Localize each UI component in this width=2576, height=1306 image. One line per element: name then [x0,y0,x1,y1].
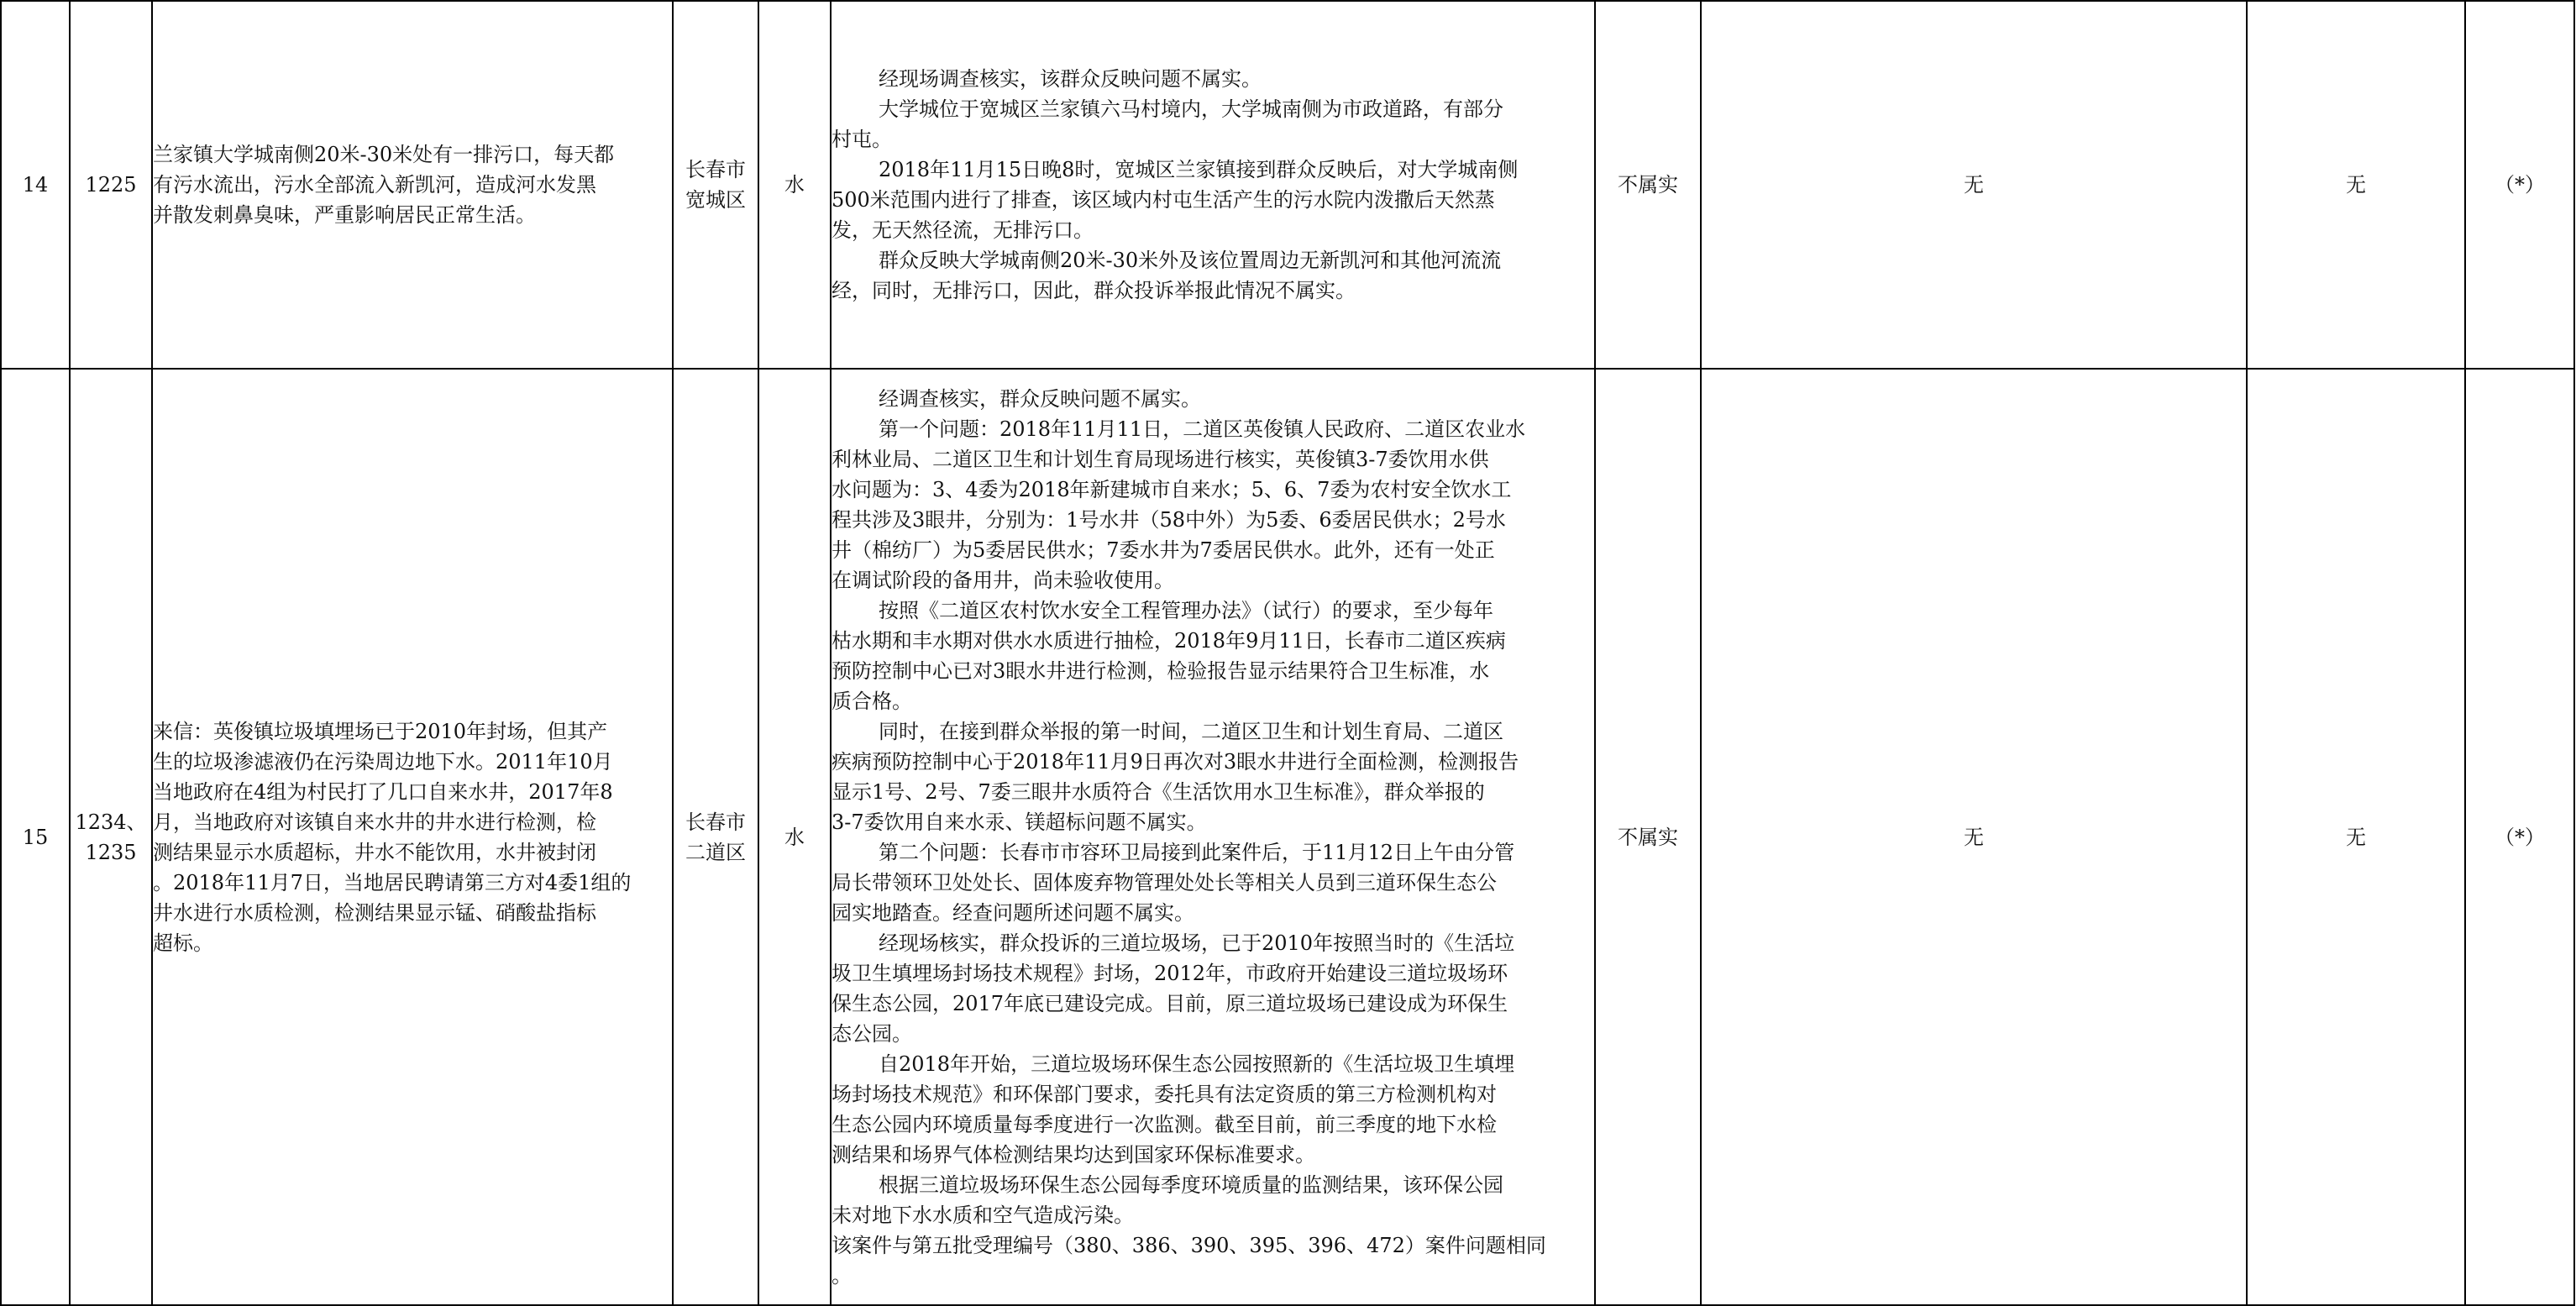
row-index: 15 [1,369,70,1305]
findings-line [832,837,1594,868]
district-city: 长春市 [685,158,746,181]
findings-line [832,807,1594,837]
findings-text: 经，同时，无排污口，因此，群众投诉举报此情况不属实。 [832,279,1356,302]
findings-line [832,1140,1594,1170]
district-cell [673,369,758,1305]
findings-text: 测结果和场界气体检测结果均达到国家环保标准要求。 [832,1142,1315,1167]
verdict-cell: 不属实 [1595,1,1701,369]
findings-line [832,989,1594,1019]
findings-line [832,155,1594,185]
findings-line [832,535,1594,565]
findings-line [832,444,1594,475]
result-cell-a: 无 [1701,1,2247,369]
findings-text: 经调查核实，群众反映问题不属实。 [879,386,1201,411]
findings-text: 第二个问题：长春市市容环卫局接到此案件后，于11月12日上午由分管 [879,840,1515,864]
findings-text: 自2018年开始，三道垃圾场环保生态公园按照新的《生活垃圾卫生填埋 [879,1052,1515,1076]
district-city: 长春市 [685,810,746,834]
findings-line [832,686,1594,716]
findings-line [832,414,1594,444]
district-name: 二道区 [685,840,746,864]
findings-text: 500米范围内进行了排查，该区域内村屯生活产生的污水院内泼撒后天然蒸 [832,188,1495,212]
findings-text: 质合格。 [832,689,912,713]
findings-line [832,958,1594,989]
district-name: 宽城区 [685,188,746,212]
findings-text: 该案件与第五批受理编号（380、386、390、395、396、472）案件问题相同 [832,1233,1546,1257]
complaint-line: 月，当地政府对该镇自来水井的井水进行检测，检 [153,810,596,834]
findings-line [832,1170,1594,1200]
findings-line [832,898,1594,928]
findings-line [832,626,1594,656]
findings-line [832,656,1594,686]
findings-line [832,1261,1594,1291]
findings-text: 程共涉及3眼井，分别为：1号水井（58中外）为5委、6委居民供水；2号水 [832,507,1506,532]
case-number: 1225 [70,1,152,369]
findings-line [832,1109,1594,1140]
findings-line [832,1079,1594,1109]
complaint-line: 兰家镇大学城南侧20米-30米处有一排污口，每天都 [153,143,615,166]
findings-cell [831,369,1595,1305]
findings-text: 群众反映大学城南侧20米-30米外及该位置周边无新凯河和其他河流流 [879,249,1502,272]
findings-line [832,124,1594,155]
mark-cell: （*） [2465,369,2574,1305]
findings-line [832,505,1594,535]
result-cell-a: 无 [1701,369,2247,1305]
findings-text: 第一个问题：2018年11月11日，二道区英俊镇人民政府、二道区农业水 [879,417,1526,441]
findings-text: 未对地下水水质和空气造成污染。 [832,1203,1134,1227]
complaint-line: 生的垃圾渗滤液仍在污染周边地下水。2011年10月 [153,749,613,774]
findings-line [832,215,1594,245]
complaint-text [152,369,673,1305]
findings-text: 枯水期和丰水期对供水水质进行抽检，2018年9月11日，长春市二道区疾病 [832,628,1506,653]
findings-text: 利林业局、二道区卫生和计划生育局现场进行核实，英俊镇3-7委饮用水供 [832,447,1489,471]
findings-line [832,64,1594,94]
row-index: 14 [1,1,70,369]
category-cell: 水 [758,1,831,369]
findings-line [832,595,1594,626]
complaint-line: 有污水流出，污水全部流入新凯河，造成河水发黑 [153,173,596,197]
table-row [1,369,2574,1305]
complaint-line: 并散发刺鼻臭味，严重影响居民正常生活。 [153,203,536,227]
findings-cell [831,1,1595,369]
findings-line [832,245,1594,275]
findings-text: 村屯。 [832,128,892,151]
complaint-line: 测结果显示水质超标，井水不能饮用，水井被封闭 [153,840,596,864]
findings-text: 局长带领环卫处处长、固体废弃物管理处处长等相关人员到三道环保生态公 [832,870,1497,894]
findings-text: 井（棉纺厂）为5委居民供水；7委水井为7委居民供水。此外，还有一处正 [832,538,1495,562]
findings-text: 3-7委饮用自来水汞、镁超标问题不属实。 [832,810,1207,834]
findings-text: 园实地踏查。经查问题所述问题不属实。 [832,900,1194,925]
table-row [1,1,2574,369]
findings-text: 2018年11月15日晚8时，宽城区兰家镇接到群众反映后，对大学城南侧 [879,158,1519,181]
findings-text: 按照《二道区农村饮水安全工程管理办法》（试行）的要求，至少每年 [879,598,1493,622]
findings-text: 保生态公园，2017年底已建设完成。目前，原三道垃圾场已建设成为环保生 [832,991,1508,1015]
complaint-line: 当地政府在4组为村民打了几口自来水井，2017年8 [153,779,613,804]
findings-line [832,1230,1594,1261]
case-number [70,369,152,1305]
findings-line [832,747,1594,777]
findings-text: 经现场调查核实，该群众反映问题不属实。 [879,67,1262,91]
mark-cell: （*） [2465,1,2574,369]
complaint-line: 来信：英俊镇垃圾填埋场已于2010年封场，但其产 [153,719,608,743]
findings-line [832,94,1594,124]
findings-text: 生态公园内环境质量每季度进行一次监测。截至目前，前三季度的地下水检 [832,1112,1497,1136]
findings-text: 同时，在接到群众举报的第一时间，二道区卫生和计划生育局、二道区 [879,719,1503,743]
verdict-cell: 不属实 [1595,369,1701,1305]
findings-line [832,928,1594,958]
complaint-line: 井水进行水质检测，检测结果显示锰、硝酸盐指标 [153,900,596,925]
findings-line [832,868,1594,898]
findings-line [832,1019,1594,1049]
findings-line [832,1049,1594,1079]
case-number-line: 1235 [85,840,137,864]
findings-text: 。 [832,1263,852,1288]
findings-text: 显示1号、2号、7委三眼井水质符合《生活饮用水卫生标准》，群众举报的 [832,779,1485,804]
findings-text: 态公园。 [832,1021,912,1046]
findings-line [832,475,1594,505]
district-cell [673,1,758,369]
findings-text: 疾病预防控制中心于2018年11月9日再次对3眼水井进行全面检测，检测报告 [832,749,1519,774]
case-number-line: 1234、 [75,810,147,834]
findings-text: 场封场技术规范》和环保部门要求，委托具有法定资质的第三方检测机构对 [832,1082,1497,1106]
findings-text: 水问题为：3、4委为2018年新建城市自来水；5、6、7委为农村安全饮水工 [832,477,1512,501]
findings-text: 在调试阶段的备用井，尚未验收使用。 [832,568,1174,592]
findings-text: 经现场核实，群众投诉的三道垃圾场，已于2010年按照当时的《生活垃 [879,931,1515,955]
complaint-line: 。2018年11月7日，当地居民聘请第三方对4委1组的 [153,870,632,894]
findings-text: 发，无天然径流，无排污口。 [832,218,1094,242]
findings-text: 预防控制中心已对3眼水井进行检测，检验报告显示结果符合卫生标准，水 [832,658,1490,683]
complaint-text [152,1,673,369]
result-cell-b: 无 [2247,369,2465,1305]
findings-line [832,185,1594,215]
findings-line [832,1200,1594,1230]
complaint-line: 超标。 [153,931,213,955]
findings-text: 根据三道垃圾场环保生态公园每季度环境质量的监测结果，该环保公园 [879,1172,1503,1197]
findings-line [832,565,1594,595]
findings-line [832,777,1594,807]
findings-text: 大学城位于宽城区兰家镇六马村境内，大学城南侧为市政道路，有部分 [879,97,1503,121]
findings-line [832,275,1594,306]
findings-line [832,716,1594,747]
result-cell-b: 无 [2247,1,2465,369]
findings-line [832,384,1594,414]
category-cell: 水 [758,369,831,1305]
findings-text: 圾卫生填埋场封场技术规程》封场，2012年，市政府开始建设三道垃圾场环 [832,961,1508,985]
